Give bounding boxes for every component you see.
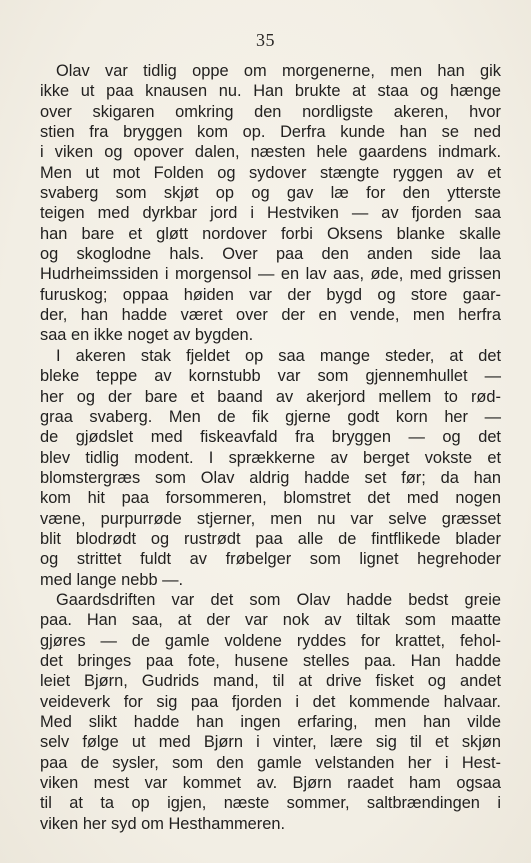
text-line: Hudrheimssiden i morgensol — en lav aas, øde, med grissen <box>40 265 501 284</box>
text-line: til at ta op igjen, næste sommer, saltbrændingen i <box>40 794 501 813</box>
text-line: leiet Bjørn, Gudrids mand, til at drive fisket og andet <box>40 672 501 691</box>
text-line: ikke ut paa knausen nu. Han brukte at staa og hænge <box>40 82 501 101</box>
text-line: i viken og opover dalen, næsten hele gaardens indmark. <box>40 143 501 162</box>
text-line: viken mest var kommet av. Bjørn raadet ham ogsaa <box>40 774 501 793</box>
text-line: bleke teppe av kornstubb var som gjennemhullet — <box>40 367 501 386</box>
text-line: Olav var tidlig oppe om morgenerne, men han gik <box>56 62 501 80</box>
text-line: Men ut mot Folden og sydover stængte ryggen av et <box>40 163 501 182</box>
page-number: 35 <box>256 30 275 50</box>
text-line: med lange nebb —. <box>40 570 184 589</box>
text-line: kom hit paa forsommeren, blomstret det med nogen <box>40 489 501 508</box>
text-line: Med slikt hadde han ingen erfaring, men han vilde <box>40 713 501 731</box>
text-line: svaberg som skjøt op og gav læ for den ytterste <box>40 184 501 203</box>
body-text <box>40 61 501 834</box>
text-line: de gjødslet med fiskeavfald fra bryggen — og det <box>40 428 501 447</box>
text-line: selv følge ut med Bjørn i vinter, lære sig til et skjøn <box>40 733 501 752</box>
text-line: væne, purpurrøde stjerner, men nu var selve græsset <box>40 509 501 528</box>
text-line: og strittet fuldt av frøbelger som lignet hegrehoder <box>40 550 501 569</box>
text-line: stien fra bryggen kom op. Derfra kunde han se ned <box>40 123 501 142</box>
text-line: der, han hadde været over der en vende, men herfra <box>40 306 501 325</box>
text-line: teigen med dyrkbar jord i Hestviken — av fjorden saa <box>40 204 501 223</box>
text-line: Gaardsdriften var det som Olav hadde bedst greie <box>56 590 501 609</box>
text-line: det bringes paa fote, husene stelles paa. Han hadde <box>40 651 501 670</box>
text-line: her og der bare et baand av akerjord mellem to rød- <box>40 387 501 406</box>
text-line: viken her syd om Hesthammeren. <box>40 814 286 833</box>
text-line: graa svaberg. Men de fik gjerne godt korn her — <box>40 407 501 426</box>
text-line: paa de sysler, som den gamle velstanden her i Hest- <box>40 753 501 772</box>
text-line: blit blodrødt og rustrødt paa alle de fintflikede blader <box>40 529 501 548</box>
text-line: han bare et gløtt nordover forbi Oksens blanke skalle <box>40 224 501 243</box>
text-line: over skigaren omkring den nordligste akeren, hvor <box>40 102 501 121</box>
text-line: I akeren stak fjeldet op saa mange steder, at det <box>56 346 501 365</box>
text-line: blomstergræs som Olav aldrig hadde set før; da han <box>40 468 501 487</box>
text-line: og skoglodne hals. Over paa den anden side laa <box>40 245 501 264</box>
text-line: gjøres — de gamle voldene ryddes for krattet, fehol- <box>40 631 501 650</box>
text-line: saa en ikke noget av bygden. <box>40 326 254 345</box>
text-line: paa. Han saa, at der var nok av tiltak som maatte <box>40 611 501 630</box>
text-line: furuskog; oppaa høiden var der bygd og store gaar- <box>40 285 501 304</box>
text-line: veideverk for sig paa fjorden i det kommende halvaar. <box>40 692 501 711</box>
text-line: blev tidlig modent. I sprækkerne av berget vokste et <box>40 448 501 467</box>
